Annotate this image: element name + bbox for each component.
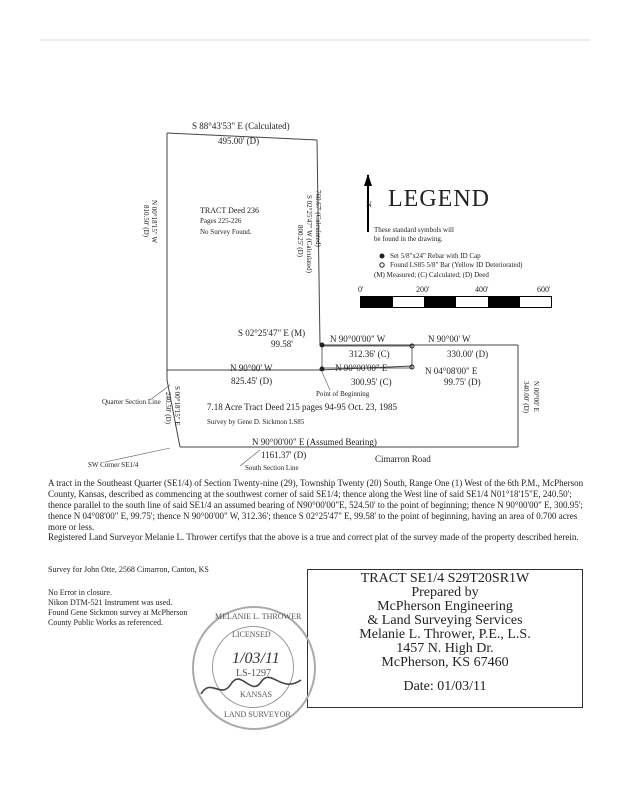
n90e-1-label: N 90°00'00" E [335, 363, 388, 373]
pob-label: Point of Beginning [316, 390, 370, 398]
title-address: 1457 N. High Dr. [396, 641, 494, 656]
legend-item-found-bar: Found LS85 5/8" Bar (Yellow ID Deteriorated) [390, 261, 523, 269]
title-firm1: McPherson Engineering [377, 599, 513, 614]
right-edge-distance-label: 340.00' (D) [522, 381, 530, 413]
note-instrument: Nikon DTM-521 Instrument was used. [48, 598, 173, 607]
scale-400: 400' [475, 285, 489, 294]
title-block [307, 569, 583, 708]
scale-0: 0' [358, 285, 364, 294]
seal-date: 1/03/11 [232, 650, 280, 667]
north-label: N [366, 200, 372, 209]
top-bearing-label: S 88°43'53" E (Calculated) [192, 121, 290, 131]
legend-found-bar-icon [380, 263, 384, 267]
title-city: McPherson, KS 67460 [381, 655, 509, 670]
top-distance-label: 495.00' (D) [218, 136, 260, 146]
scale-600: 600' [537, 285, 551, 294]
s-bearing-m-label: S 02°25'47" E (M) [238, 328, 306, 338]
scale-segment [361, 297, 393, 307]
legal-description: A tract in the Southeast Quarter (SE1/4) of Section Twenty-nine (29), Township Twenty (20) South, Range One (1) West of the 6th P.M., McPherson County, Kansas, described as commencing at the southwest corner of said SE1/4; thence along the West line of said SE1/4 N01°18'15"E, 240.50'; thence parallel to the south line of said SE1/4 an assumed bearing of N90°00'00"E, 524.50' to the point of beginning; thence N 90°00'00" E, 300.95'; thence N 04°08'00" E, 99.75'; thence N 90°00'00" W, 312.36'; thence S 02°25'47" E, 99.58' to the point of beginning, having an area of 0.700 acres more or less. [48, 478, 584, 532]
n90w-2-distance-label: 330.00' (D) [447, 349, 489, 359]
acre-tract-label: 7.18 Acre Tract Deed 215 pages 94-95 Oct. 23, 1985 [207, 402, 397, 412]
north-arrow-head [364, 174, 372, 186]
right-distance-calc-label: 760.67' (Calculated) [314, 190, 322, 247]
seal-name: MELANIE L. THROWER [215, 612, 302, 621]
n90w-3-distance-label: 825.45' (D) [231, 376, 273, 386]
left-bearing-label: N 00°18'15" W [150, 200, 158, 243]
n90w-1-label: N 90°00'00" W [330, 334, 386, 344]
note-closure: No Error in closure. [48, 588, 112, 597]
n90e-1-distance-label: 300.95' (C) [351, 377, 392, 387]
tract-pages-label: Pages 225-226 [200, 217, 242, 225]
note-county: County Public Works as referenced. [48, 618, 163, 627]
title-prepared: Prepared by [411, 585, 479, 600]
survey-for: Survey for John Otte, 2568 Cimarron, Canton, KS [48, 565, 209, 574]
title-tract: TRACT SE1/4 S29T20SR1W [360, 571, 530, 586]
s-distance-m-label: 99.58' [271, 339, 293, 349]
legend-sub2: be found in the drawing. [374, 235, 443, 243]
seal-state: KANSAS [240, 690, 273, 699]
s00-distance-label: 240.50' (D) [164, 392, 172, 424]
left-distance-label: 810.50' (D) [142, 205, 150, 237]
legend-abbrev: (M) Measured; (C) Calculated; (D) Deed [374, 271, 489, 279]
right-edge-bearing-label: N 00°00' E [532, 381, 540, 412]
legend-item-set-rebar: Set 5/8"x24" Rebar with ID Cap [390, 252, 481, 260]
title-firm2: & Land Surveying Services [367, 613, 523, 628]
n90w-2-label: N 90°00' W [428, 334, 471, 344]
sw-corner-label: SW Corner SE1/4 [88, 461, 139, 469]
scale-segment [488, 297, 520, 307]
legend-title: LEGEND [388, 186, 490, 212]
seal-role: LAND SURVEYOR [224, 710, 291, 719]
leader-pob [322, 372, 330, 390]
south-line-label: South Section Line [245, 464, 299, 472]
scale-segment [424, 297, 456, 307]
assumed-distance-label: 1161.37' (D) [261, 450, 307, 460]
seal-licensed: LICENSED [232, 630, 271, 639]
title-date: Date: 01/03/11 [403, 679, 487, 694]
n90w-1-distance-label: 312.36' (C) [349, 349, 390, 359]
leader-sw [105, 448, 170, 462]
n04-bearing-label: N 04°08'00" E [425, 366, 478, 376]
survey-by-label: Survey by Gene D. Sickmon LS85 [207, 418, 305, 426]
rebar-marker [320, 343, 325, 348]
scale-bar [360, 296, 552, 308]
right-distance-deed-label: 800.25' (D) [296, 225, 304, 257]
note-found: Found Gene Sickmon survey at McPherson [48, 608, 188, 617]
legend-set-rebar-icon [380, 254, 385, 259]
s00-bearing-label: S 00°18'15" E [173, 386, 181, 426]
n90w-3-label: N 90°00' W [230, 363, 273, 373]
signature-icon [196, 672, 306, 702]
no-survey-label: No Survey Found. [200, 228, 252, 236]
certification-text: Registered Land Surveyor Melanie L. Thrower certifys that the above is a true and correct plat of the survey made of the property described herein. [48, 532, 579, 542]
right-bearing-calc-label: S 02°25'47" W (Calculated) [305, 195, 313, 274]
seal-number: LS-1297 [236, 668, 271, 679]
quarter-line-label: Quarter Section Line [102, 398, 161, 406]
assumed-bearing-label: N 90°00'00" E (Assumed Bearing) [252, 437, 377, 447]
scale-200: 200' [416, 285, 430, 294]
cimarron-road-label: Cimarron Road [375, 454, 431, 464]
legend-sub1: These standard symbols will [374, 226, 454, 234]
n04-distance-label: 99.75' (D) [444, 377, 481, 387]
tract-deed-label: TRACT Deed 236 [200, 206, 259, 215]
title-name: Melanie L. Thrower, P.E., L.S. [359, 627, 531, 642]
rebar-marker [320, 367, 325, 372]
